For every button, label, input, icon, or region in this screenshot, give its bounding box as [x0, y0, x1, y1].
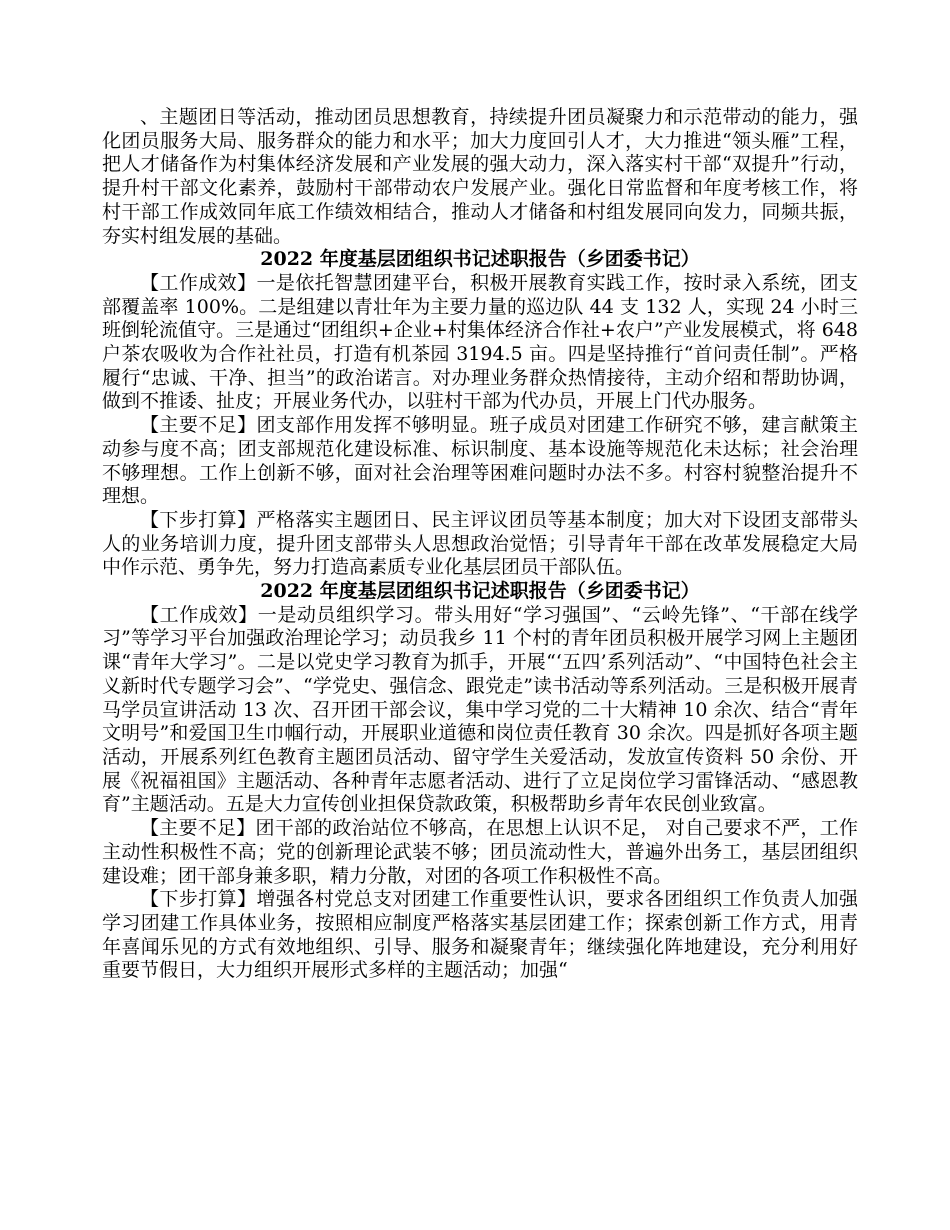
report-1-next-steps-paragraph: 【下步打算】严格落实主题团日、民主评议团员等基本制度；加大对下设团支部带头人的业务培训力度，提升团支部带头人思想政治觉悟；引导青年干部在改革发展稳定大局中作示范、勇争先，努力打造高素质专业化基层团员干部队伍。 [102, 508, 858, 579]
report-2-next-steps-paragraph: 【下步打算】增强各村党总支对团建工作重要性认识，要求各团组织工作负责人加强学习团建工作具体业务，按照相应制度严格落实基层团建工作；探索创新工作方式，用青年喜闻乐见的方式有效地组织、引导、服务和凝聚青年；继续强化阵地建设，充分利用好重要节假日，大力组织开展形式多样的主题活动；加强“ [102, 888, 858, 982]
report-1-work-results-paragraph: 【工作成效】一是依托智慧团建平台，积极开展教育实践工作，按时录入系统，团支部覆盖率 100%。二是组建以青壮年为主要力量的巡边队 44 支 132 人，实现 24 小时三班倒轮流值守。三是通过“团组织+企业+村集体经济合作社+农户”产业发展模式，将 648 户茶农吸收为合作社社员，打造有机茶园 3194.5 亩。四是坚持推行“首问责任制”。严格履行“忠诚、干净、担当”的政治诺言。对办理业务群众热情接待，主动介绍和帮助协调，做到不推诿、扯皮；开展业务代办，以驻村干部为代办员，开展上门代办服务。 [102, 271, 858, 413]
intro-paragraph: 、主题团日等活动，推动团员思想教育，持续提升团员凝聚力和示范带动的能力，强化团员服务大局、服务群众的能力和水平；加大力度回引人才，大力推进“领头雁”工程，把人才储备作为村集体经济发展和产业发展的强大动力，深入落实村干部“双提升”行动，提升村干部文化素养，鼓励村干部带动农户发展产业。强化日常监督和年度考核工作，将村干部工作成效同年底工作绩效相结合，推动人才储备和村组发展同向发力，同频共振，夯实村组发展的基础。 [102, 106, 858, 247]
report-2-title: 2022 年度基层团组织书记述职报告（乡团委书记） [260, 580, 700, 603]
report-1-shortcomings-paragraph: 【主要不足】团支部作用发挥不够明显。班子成员对团建工作研究不够，建言献策主动参与度不高；团支部规范化建设标准、标识制度、基本设施等规范化未达标；社会治理不够理想。工作上创新不够，面对社会治理等困难问题时办法不多。村容村貌整治提升不理想。 [102, 414, 858, 508]
report-2-shortcomings-paragraph: 【主要不足】团干部的政治站位不够高，在思想上认识不足， 对自己要求不严，工作主动性积极性不高；党的创新理论武装不够；团员流动性大，普遍外出务工，基层团组织建设难；团干部身兼多职，精力分散，对团的各项工作积极性不高。 [102, 817, 858, 887]
report-1-title: 2022 年度基层团组织书记述职报告（乡团委书记） [260, 248, 700, 271]
document-content [102, 106, 858, 983]
report-2-work-results-paragraph: 【工作成效】一是动员组织学习。带头用好“学习强国”、“云岭先锋”、“干部在线学习”等学习平台加强政治理论学习；动员我乡 11 个村的青年团员积极开展学习网上主题团课“青年大学习”。二是以党史学习教育为抓手，开展“‘五四’系列活动”、“中国特色社会主义新时代专题学习会”、“学党史、强信念、跟党走”读书活动等系列活动。三是积极开展青马学员宣讲活动 13 次、召开团干部会议，集中学习党的二十大精神 10 余次、结合“青年文明号”和爱国卫生巾帼行动，开展职业道德和岗位责任教育 30 余次。四是抓好各项主题活动，开展系列红色教育主题团员活动、留守学生关爱活动，发放宣传资料 50 余份、开展《祝福祖国》主题活动、各种青年志愿者活动、进行了立足岗位学习雷锋活动、“感恩教育”主题活动。五是大力宣传创业担保贷款政策，积极帮助乡青年农民创业致富。 [102, 603, 858, 816]
